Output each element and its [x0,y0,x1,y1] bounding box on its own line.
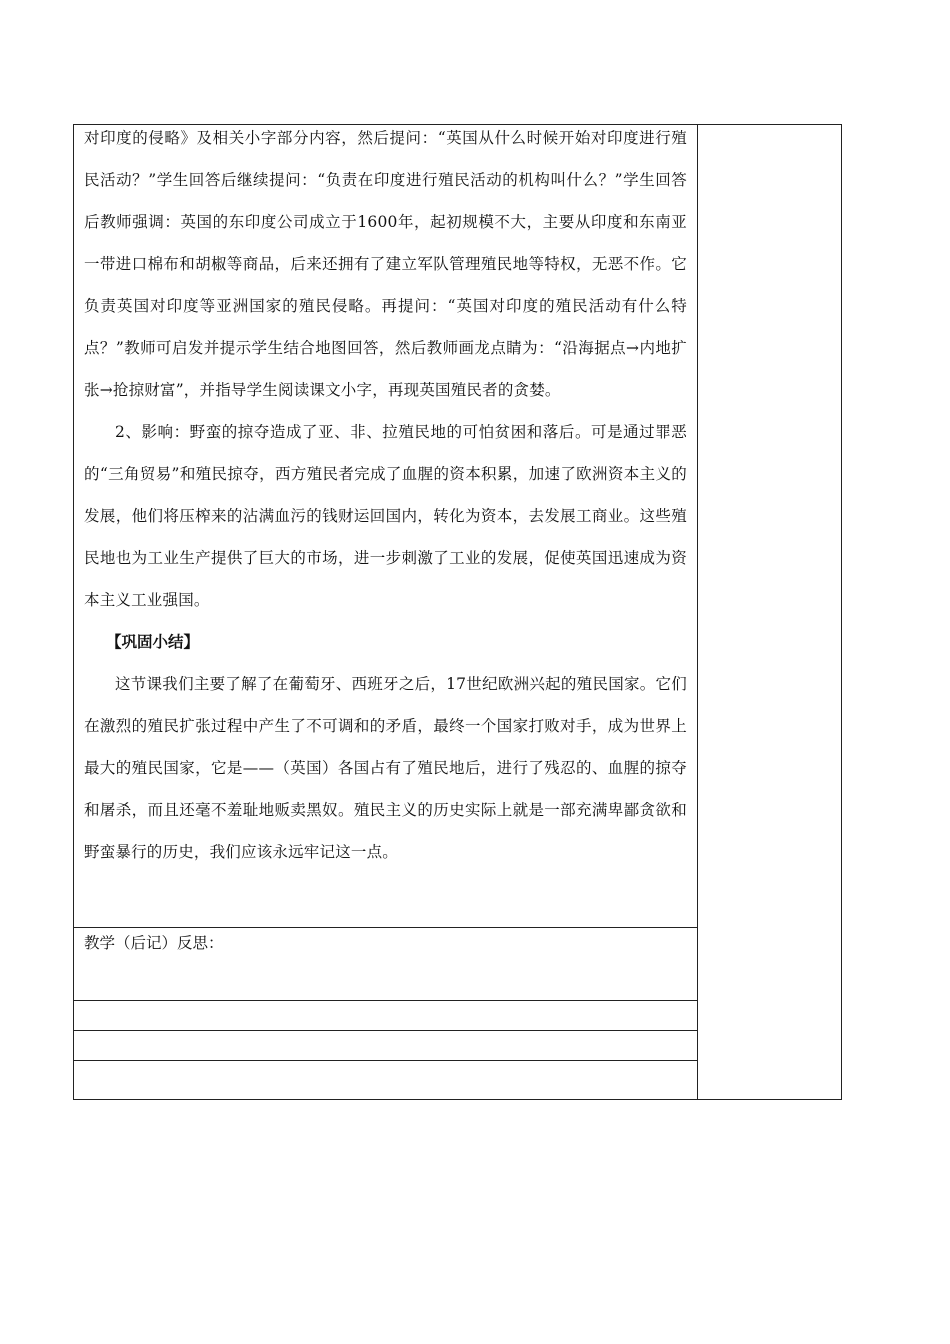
summary-heading: 【巩固小结】 [106,632,200,651]
lesson-paragraph-impact: 2、影响：野蛮的掠夺造成了亚、非、拉殖民地的可怕贫困和落后。可是通过罪恶的“三角贸易”和殖民掠夺，西方殖民者完成了血腥的资本积累，加速了欧洲资本主义的发展，他们将压榨来的沾满血污的钱财运回国内，转化为资本，去发展工商业。这些殖民地也为工业生产提供了巨大的市场，进一步刺激了工业的发展，促使英国迅速成为资本主义工业强国。 [84,423,687,609]
row-divider [74,1000,697,1001]
row-divider [74,1060,697,1061]
summary-paragraph: 这节课我们主要了解了在葡萄牙、西班牙之后，17世纪欧洲兴起的殖民国家。它们在激烈的殖民扩张过程中产生了不可调和的矛盾，最终一个国家打败对手，成为世界上最大的殖民国家，它是——（英国）各国占有了殖民地后，进行了残忍的、血腥的掠夺和屠杀，而且还毫不羞耻地贩卖黑奴。殖民主义的历史实际上就是一部充满卑鄙贪欲和野蛮暴行的历史，我们应该永远牢记这一点。 [84,675,687,861]
reflection-label: 教学（后记）反思： [84,934,224,952]
side-column-divider [697,125,698,1099]
lesson-table [73,124,842,1100]
row-divider [74,1030,697,1031]
lesson-paragraph-colonial-activity: 对印度的侵略》及相关小字部分内容，然后提问：“英国从什么时候开始对印度进行殖民活动？”学生回答后继续提问：“负责在印度进行殖民活动的机构叫什么？”学生回答后教师强调：英国的东印度公司成立于1600年，起初规模不大，主要从印度和东南亚一带进口棉布和胡椒等商品，后来还拥有了建立军队管理殖民地等特权，无恶不作。它负责英国对印度等亚洲国家的殖民侵略。再提问：“英国对印度的殖民活动有什么特点？”教师可启发并提示学生结合地图回答，然后教师画龙点睛为：“沿海据点→内地扩张→抢掠财富”，并指导学生阅读课文小字，再现英国殖民者的贪婪。 [84,129,687,399]
row-divider [74,927,697,928]
lesson-content-cell [74,125,697,927]
